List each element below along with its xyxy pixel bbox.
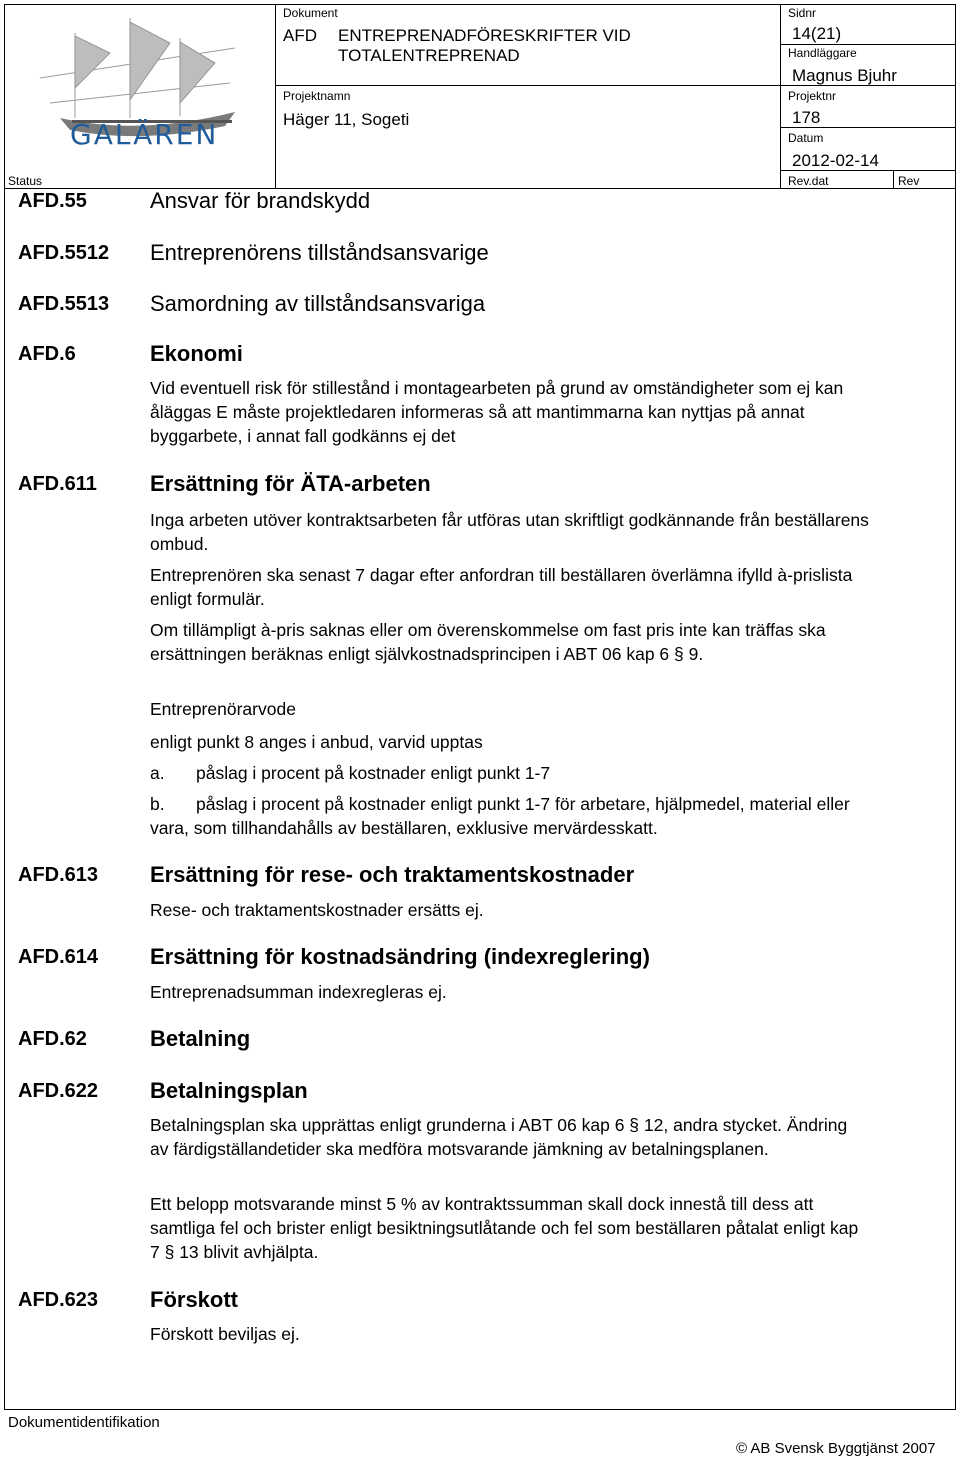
list-item-a	[150, 761, 870, 785]
copyright-icon: ©	[736, 1440, 748, 1457]
section-afd-611-paragraph-5: enligt punkt 8 anges i anbud, varvid upptas	[150, 732, 483, 752]
section-title-afd-613: Ersättning för rese- och traktamentskostnader	[150, 862, 635, 887]
doc-id-label: Dokumentidentifikation	[8, 1414, 160, 1431]
section-title-afd-5513: Samordning av tillståndsansvariga	[150, 291, 486, 316]
logo-wordmark: GALÄREN	[70, 118, 219, 151]
section-afd-622-paragraph-1: Betalningsplan ska upprättas enligt grunderna i ABT 06 kap 6 § 12, andra stycket. Ändring av färdigställandetider ska medföra motsvarande jämkning av betalningsplanen.	[150, 1115, 848, 1159]
section-afd-611-paragraph-1: Inga arbeten utöver kontraktsarbeten får utföras utan skriftligt godkännande från beställarens ombud.	[150, 510, 869, 554]
sidnr-label: Sidnr	[788, 6, 817, 20]
section-code-afd-5512: AFD.5512	[18, 242, 110, 264]
section-title-afd-62: Betalning	[150, 1026, 251, 1051]
section-afd-611-paragraph-3: Om tillämpligt à-pris saknas eller om överenskommelse om fast pris inte kan träffas ska ersättningen beräknas enligt självkostnadsprincipen i ABT 06 kap 6 § 9.	[150, 620, 826, 664]
datum-label: Datum	[788, 131, 824, 145]
copyright-notice	[736, 1440, 936, 1457]
datum-value: 2012-02-14	[792, 151, 879, 170]
section-title-afd-55: Ansvar för brandskydd	[150, 188, 371, 213]
rev-divider	[893, 170, 894, 188]
section-afd-614-paragraph: Entreprenadsumman indexregleras ej.	[150, 982, 447, 1002]
section-afd-623-paragraph: Förskott beviljas ej.	[150, 1324, 300, 1344]
section-code-afd-55: AFD.55	[18, 190, 87, 212]
projektnr-value: 178	[792, 108, 821, 127]
projektnamn-value: Häger 11, Sogeti	[283, 110, 410, 129]
handlaggare-label: Handläggare	[788, 46, 857, 60]
dokument-title-line2: TOTALENTREPRENAD	[338, 46, 520, 65]
logo-divider	[275, 4, 276, 188]
section-title-afd-622: Betalningsplan	[150, 1078, 308, 1103]
list-marker-b: b.	[150, 794, 165, 814]
sidnr-divider	[780, 4, 781, 188]
section-title-afd-5512: Entreprenörens tillståndsansvarige	[150, 240, 489, 265]
section-afd-611-paragraph-2: Entreprenören ska senast 7 dagar efter anfordran till beställaren överlämna ifylld à-prislista enligt formulär.	[150, 565, 853, 609]
handlaggare-value: Magnus Bjuhr	[792, 66, 897, 85]
dokument-prefix: AFD	[283, 26, 317, 45]
list-marker-a: a.	[150, 763, 165, 783]
dokument-title-line1: ENTREPRENADFÖRESKRIFTER VID	[338, 26, 631, 45]
section-code-afd-613: AFD.613	[18, 864, 99, 886]
section-code-afd-5513: AFD.5513	[18, 293, 110, 315]
projektnamn-label: Projektnamn	[283, 89, 351, 103]
section-afd-613-paragraph: Rese- och traktamentskostnader ersätts ej.	[150, 900, 484, 920]
sidnr-row-divider	[780, 44, 956, 45]
dokument-divider	[275, 85, 780, 86]
revdat-label: Rev.dat	[788, 174, 829, 188]
section-afd-6-paragraph: Vid eventuell risk för stillestånd i montagearbeten på grund av omständigheter som ej kan åläggas E måste projektledaren informeras så att mantimmarna kan nyttjas på annat byggarbete, i annat fall godkänns ej det	[150, 378, 844, 446]
section-title-afd-611: Ersättning för ÄTA-arbeten	[150, 471, 431, 496]
projektnr-label: Projektnr	[788, 89, 837, 103]
section-title-afd-6: Ekonomi	[150, 341, 243, 366]
section-code-afd-614: AFD.614	[18, 946, 99, 968]
status-label: Status	[8, 174, 43, 188]
section-title-afd-623: Förskott	[150, 1287, 238, 1312]
section-code-afd-611: AFD.611	[18, 473, 97, 495]
list-text-b: påslag i procent på kostnader enligt punkt 1-7 för arbetare, hjälpmedel, material eller vara, som tillhandahålls av beställaren, exklusive mervärdesskatt.	[150, 794, 850, 838]
list-text-a: påslag i procent på kostnader enligt punkt 1-7	[196, 763, 551, 783]
section-code-afd-62: AFD.62	[18, 1028, 87, 1050]
section-code-afd-622: AFD.622	[18, 1080, 99, 1102]
copyright-text: AB Svensk Byggtjänst 2007	[750, 1440, 936, 1457]
header-divider	[4, 188, 956, 189]
rev-label: Rev	[898, 174, 920, 188]
section-afd-611-paragraph-4: Entreprenörarvode	[150, 699, 296, 719]
list-item-b	[150, 792, 870, 840]
section-afd-622-paragraph-2: Ett belopp motsvarande minst 5 % av kontraktssumman skall dock innestå till dess att samtliga fel och brister enligt besiktningsutlåtande och fel som beställaren påtalat enligt kap 7 § 13 blivit avhjälpta.	[150, 1194, 859, 1262]
section-code-afd-623: AFD.623	[18, 1289, 99, 1311]
section-title-afd-614: Ersättning för kostnadsändring (indexreglering)	[150, 944, 650, 969]
sidnr-value: 14(21)	[792, 24, 842, 43]
dokument-label: Dokument	[283, 6, 338, 20]
section-code-afd-6: AFD.6	[18, 343, 76, 365]
